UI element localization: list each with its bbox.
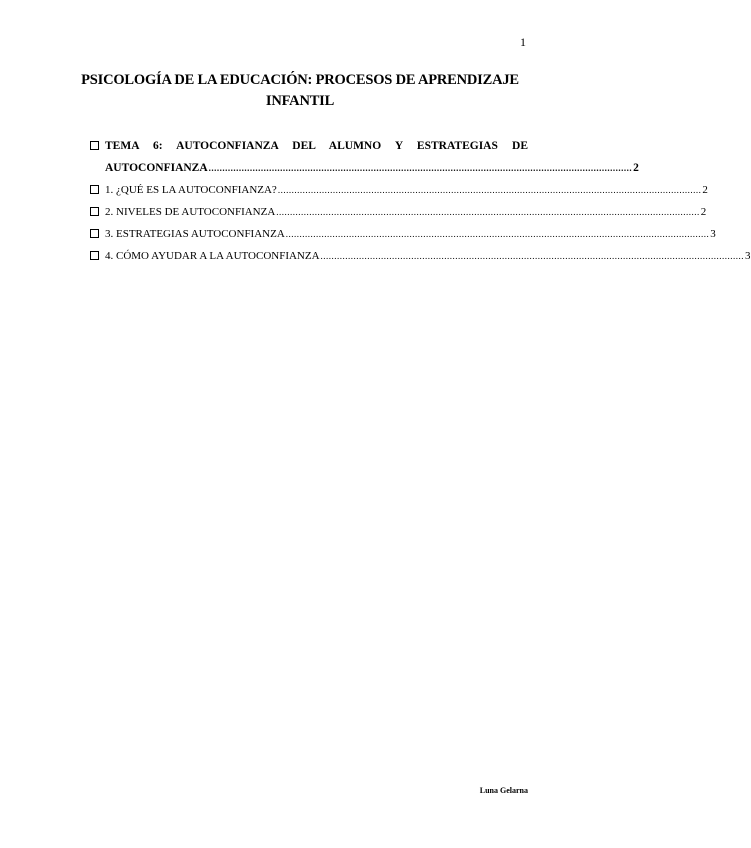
table-of-contents bbox=[90, 135, 751, 267]
footer-author: Luna Gelarna bbox=[479, 786, 528, 795]
toc-page-ref: 2 bbox=[702, 184, 708, 196]
toc-entry-label: AUTOCONFIANZA bbox=[105, 162, 208, 174]
checkbox-icon[interactable] bbox=[90, 185, 99, 194]
toc-entry-line bbox=[105, 201, 707, 223]
toc-entry-1[interactable] bbox=[90, 179, 708, 201]
document-title: PSICOLOGÍA DE LA EDUCACIÓN: PROCESOS DE APRENDIZAJE INFANTIL bbox=[81, 72, 519, 109]
toc-entry-body bbox=[105, 135, 639, 179]
toc-entry-body bbox=[105, 223, 716, 245]
toc-entry-4[interactable] bbox=[90, 245, 751, 267]
toc-entry-body bbox=[105, 201, 707, 223]
toc-entry-body bbox=[105, 179, 708, 201]
dot-leader: .......................................................................................................................................................... bbox=[320, 251, 745, 261]
toc-entry-3[interactable] bbox=[90, 223, 716, 245]
toc-entry-body bbox=[105, 245, 751, 267]
toc-entry-2[interactable] bbox=[90, 201, 707, 223]
toc-entry-label: 3. ESTRATEGIAS AUTOCONFIANZA bbox=[105, 228, 285, 240]
checkbox-icon[interactable] bbox=[90, 251, 99, 260]
toc-entry-main-line1: TEMA 6: AUTOCONFIANZA DEL ALUMNO Y ESTRATEGIAS DE bbox=[105, 140, 528, 152]
dot-leader: .......................................................................................................................................................... bbox=[276, 207, 700, 217]
toc-entry-label: 2. NIVELES DE AUTOCONFIANZA bbox=[105, 206, 276, 218]
toc-page-ref: 3 bbox=[710, 228, 716, 240]
dot-leader: .......................................................................................................................................................... bbox=[277, 185, 702, 195]
checkbox-icon[interactable] bbox=[90, 229, 99, 238]
toc-entry-label: 4. CÓMO AYUDAR A LA AUTOCONFIANZA bbox=[105, 250, 320, 262]
toc-page-ref: 3 bbox=[745, 250, 751, 262]
toc-entry-main-line2 bbox=[105, 157, 639, 179]
toc-entry-line bbox=[105, 245, 751, 267]
page-number: 1 bbox=[520, 35, 526, 49]
toc-entry-line bbox=[105, 223, 716, 245]
toc-entry-line bbox=[105, 179, 708, 201]
dot-leader: .......................................................................................................................................................... bbox=[285, 229, 710, 239]
dot-leader: .......................................................................................................................................................... bbox=[208, 163, 633, 173]
toc-entry-main[interactable] bbox=[90, 135, 639, 179]
checkbox-icon[interactable] bbox=[90, 207, 99, 216]
toc-page-ref: 2 bbox=[700, 206, 707, 218]
toc-page-ref: 2 bbox=[633, 162, 639, 174]
checkbox-icon[interactable] bbox=[90, 141, 99, 150]
toc-entry-label: 1. ¿QUÉ ES LA AUTOCONFIANZA? bbox=[105, 184, 277, 196]
